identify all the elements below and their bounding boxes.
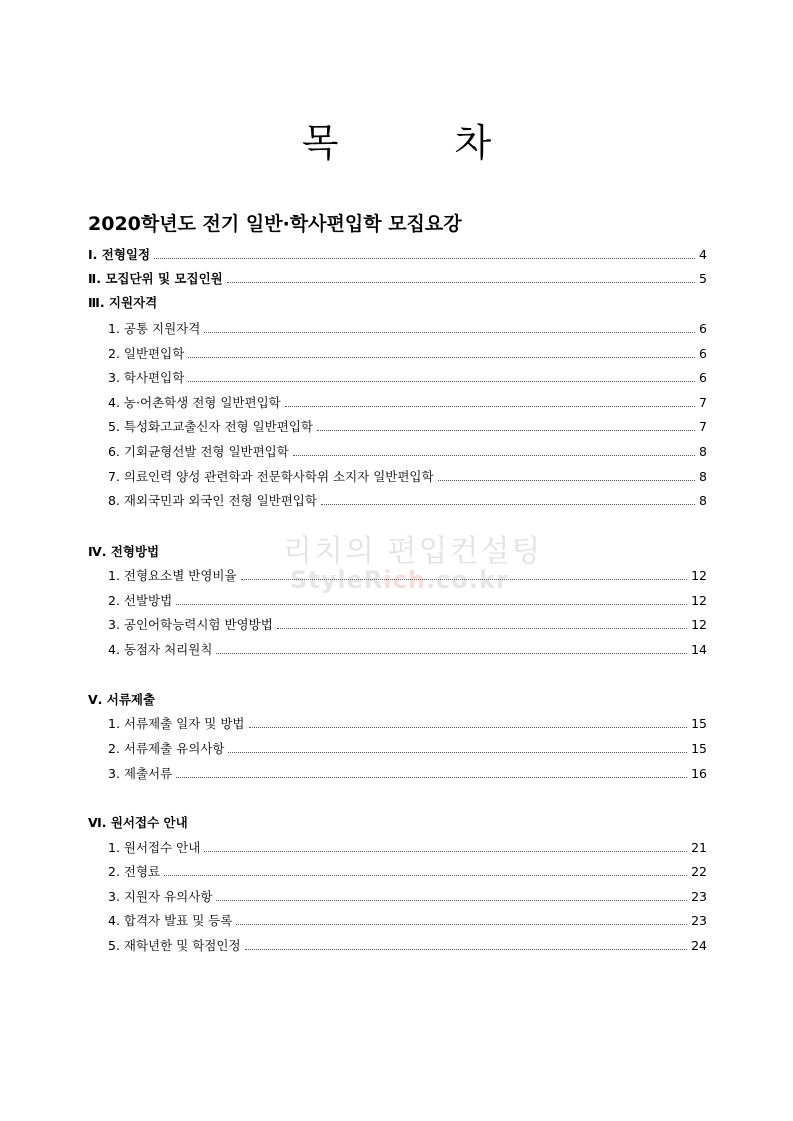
toc-item[interactable] [108,712,707,732]
toc-page-number: 12 [691,617,707,632]
toc-item-label: 3. 공인어학능력시험 반영방법 [108,617,273,632]
watermark-text: 리치의 편입컨설팅 [283,534,543,569]
toc-item-label: 1. 전형요소별 반영비율 [108,568,237,583]
dot-leader [249,727,688,728]
toc-section-heading[interactable] [88,811,707,831]
toc-item-label: 2. 일반편입학 [108,346,185,361]
toc-page-number: 12 [691,568,707,583]
toc-page-number: 8 [699,444,707,459]
dot-leader [321,504,695,505]
toc-item-label: 3. 학사편입학 [108,370,185,385]
toc-item[interactable] [108,737,707,757]
toc-page-number: 23 [691,913,707,928]
dot-leader [438,480,695,481]
toc-section[interactable] [88,267,707,287]
toc-page-number: 4 [699,247,707,262]
toc-item-label: 1. 공통 지원자격 [108,321,201,336]
toc-section-heading[interactable] [88,540,707,560]
toc-section-label: Ⅵ. 원서접수 안내 [88,815,188,830]
toc-item[interactable] [108,860,707,880]
toc-page-number: 14 [691,642,707,657]
dot-leader [216,900,687,901]
toc-item-label: 5. 재학년한 및 학점인정 [108,938,241,953]
toc-item-label: 5. 특성화고교출신자 전형 일반편입학 [108,419,313,434]
toc-section-label: Ⅱ. 모집단위 및 모집인원 [88,271,223,286]
toc-item[interactable] [108,638,707,658]
dot-leader [245,949,688,950]
toc-section-label: Ⅳ. 전형방법 [88,544,160,559]
toc-item[interactable] [108,317,707,337]
toc-page-number: 6 [699,346,707,361]
dot-leader [154,258,695,259]
toc-item[interactable] [108,489,707,509]
toc-item-label: 1. 서류제출 일자 및 방법 [108,716,245,731]
document-heading: 2020학년도 전기 일반·학사편입학 모집요강 [88,213,462,235]
toc-item[interactable] [108,465,707,485]
toc-section-label: Ⅴ. 서류제출 [88,692,156,707]
toc-item[interactable] [108,564,707,584]
toc-page-number: 24 [691,938,707,953]
toc-item-label: 6. 기회균형선발 전형 일반편입학 [108,444,289,459]
watermark-url-part: StyleR [290,566,384,594]
toc-item[interactable] [108,342,707,362]
toc-page-number: 21 [691,840,707,855]
dot-leader [277,628,687,629]
watermark-url-accent: ich [383,566,426,594]
dot-leader [188,357,695,358]
toc-page-number: 7 [699,395,707,410]
toc-page-number: 6 [699,370,707,385]
dot-leader [236,924,687,925]
dot-leader [241,579,688,580]
dot-leader [204,332,695,333]
toc-item-label: 3. 제출서류 [108,766,173,781]
toc-section-heading[interactable] [88,688,707,708]
toc-page-number: 16 [691,766,707,781]
page-title: 목 차 [301,121,544,165]
toc-section-label: Ⅲ. 지원자격 [88,295,158,310]
toc-item-label: 4. 합격자 발표 및 등록 [108,913,233,928]
dot-leader [293,455,695,456]
toc-section[interactable] [88,243,707,263]
toc-item[interactable] [108,391,707,411]
dot-leader [176,604,687,605]
dot-leader [228,752,687,753]
toc-page-number: 8 [699,469,707,484]
toc-item[interactable] [108,589,707,609]
toc-item-label: 7. 의료인력 양성 관련학과 전문학사학위 소지자 일반편입학 [108,469,434,484]
toc-item-label: 2. 서류제출 유의사항 [108,741,225,756]
dot-leader [176,777,687,778]
dot-leader [227,282,695,283]
toc-item-label: 4. 동점자 처리원칙 [108,642,213,657]
toc-page-number: 5 [699,271,707,286]
toc-item[interactable] [108,762,707,782]
watermark-url-part: .co.kr [425,566,509,594]
toc-item[interactable] [108,909,707,929]
toc-item[interactable] [108,613,707,633]
toc-section-label: Ⅰ. 전형일정 [88,247,151,262]
toc-item[interactable] [108,934,707,954]
toc-item[interactable] [108,885,707,905]
dot-leader [204,851,687,852]
toc-item-label: 4. 농·어촌학생 전형 일반편입학 [108,395,281,410]
toc-item-label: 2. 선발방법 [108,593,173,608]
toc-item-label: 2. 전형료 [108,864,161,879]
toc-item[interactable] [108,836,707,856]
toc-page-number: 15 [691,716,707,731]
toc-page-number: 23 [691,889,707,904]
dot-leader [285,406,695,407]
toc-item-label: 8. 재외국민과 외국인 전형 일반편입학 [108,493,317,508]
toc-page-number: 7 [699,419,707,434]
toc-item-label: 1. 원서접수 안내 [108,840,201,855]
toc-item[interactable] [108,415,707,435]
toc-item[interactable] [108,366,707,386]
toc-item-label: 3. 지원자 유의사항 [108,889,213,904]
dot-leader [188,381,695,382]
toc-item[interactable] [108,440,707,460]
toc-page-number: 6 [699,321,707,336]
toc-page-number: 15 [691,741,707,756]
dot-leader [317,430,695,431]
toc-page-number: 8 [699,493,707,508]
toc-page-number: 12 [691,593,707,608]
dot-leader [216,653,687,654]
toc-page-number: 22 [691,864,707,879]
dot-leader [164,875,687,876]
toc-section-heading[interactable] [88,291,707,311]
